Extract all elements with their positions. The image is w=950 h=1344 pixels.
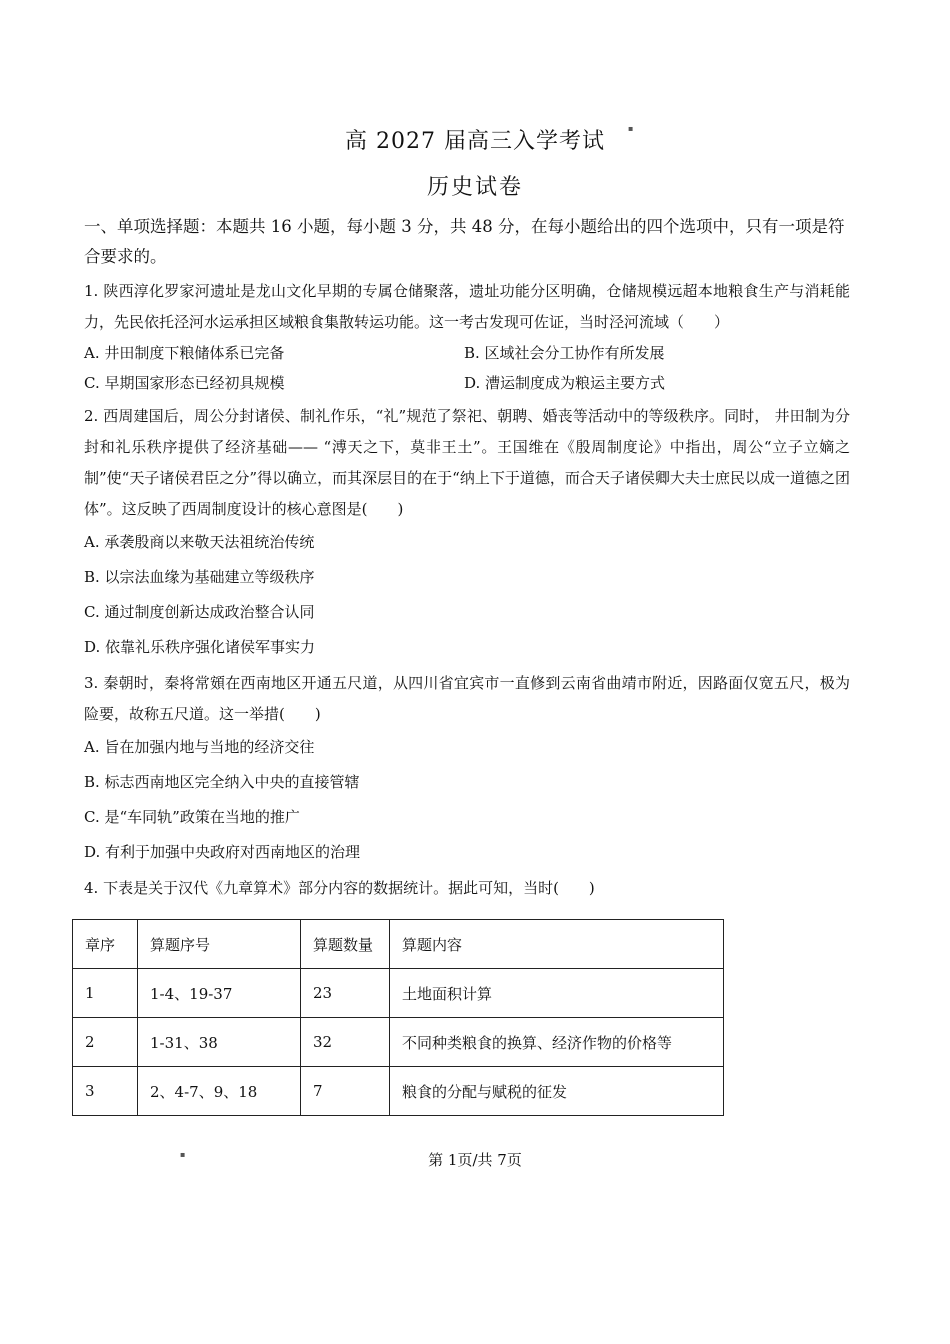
option-c: C. 是“车同轨”政策在当地的推广 xyxy=(84,808,300,826)
question-2 xyxy=(84,401,850,665)
table-cell: 2、4-7、9、18 xyxy=(138,1067,301,1116)
option-d: D. 漕运制度成为粮运主要方式 xyxy=(464,374,666,392)
table-cell: 土地面积计算 xyxy=(390,969,724,1018)
question-stem: 3. 秦朝时，秦将常頞在西南地区开通五尺道，从四川省宜宾市一直修到云南省曲靖市附近，因路面仅宽五尺，极为险要，故称五尺道。这一举措( ) xyxy=(84,674,850,723)
table-header-cell: 算题序号 xyxy=(138,920,301,969)
exam-title: 高 2027 届高三入学考试 xyxy=(345,129,605,154)
table-cell: 3 xyxy=(73,1067,138,1116)
table-cell: 1-31、38 xyxy=(138,1018,301,1067)
option-a: A. 井田制度下粮储体系已完备 xyxy=(84,344,285,362)
table-row xyxy=(73,969,724,1018)
option-c: C. 通过制度创新达成政治整合认同 xyxy=(84,603,315,621)
question-3 xyxy=(84,668,850,870)
option-b: B. 以宗法血缘为基础建立等级秩序 xyxy=(84,568,315,586)
question-stem: 1. 陕西淳化罗家河遗址是龙山文化早期的专属仓储聚落，遗址功能分区明确，仓储规模远超本地粮食生产与消耗能力，先民依托泾河水运承担区域粮食集散转运功能。这一考古发现可佐证，当时泾河流域（ ） xyxy=(84,282,850,331)
data-table xyxy=(72,919,724,1116)
option-a: A. 承袭殷商以来敬天法祖统治传统 xyxy=(84,533,315,551)
option-d: D. 依靠礼乐秩序强化诸侯军事实力 xyxy=(84,638,316,656)
section-instruction: 一、单项选择题：本题共 16 小题，每小题 3 分，共 48 分，在每小题给出的四个选项中，只有一项是符合要求的。 xyxy=(84,217,845,266)
option-c: C. 早期国家形态已经初具规模 xyxy=(84,374,285,392)
option-b: B. 标志西南地区完全纳入中央的直接管辖 xyxy=(84,773,360,791)
table-cell: 23 xyxy=(301,969,390,1018)
table-cell: 不同种类粮食的换算、经济作物的价格等 xyxy=(390,1018,724,1067)
table-header-cell: 算题数量 xyxy=(301,920,390,969)
table-row xyxy=(73,1018,724,1067)
question-1 xyxy=(84,276,850,398)
question-4 xyxy=(84,873,850,904)
table-cell: 2 xyxy=(73,1018,138,1067)
table-cell: 7 xyxy=(301,1067,390,1116)
table-cell: 1 xyxy=(73,969,138,1018)
table-row xyxy=(73,1067,724,1116)
option-a: A. 旨在加强内地与当地的经济交往 xyxy=(84,738,315,756)
table-header-row xyxy=(73,920,724,969)
option-d: D. 有利于加强中央政府对西南地区的治理 xyxy=(84,843,361,861)
question-stem: 4. 下表是关于汉代《九章算术》部分内容的数据统计。据此可知，当时( ) xyxy=(84,879,595,897)
table-header-cell: 章序 xyxy=(73,920,138,969)
question-stem: 2. 西周建国后，周公分封诸侯、制礼作乐，“礼”规范了祭祀、朝聘、婚丧等活动中的等级秩序。同时， 井田制为分封和礼乐秩序提供了经济基础—— “溥天之下，莫非王土”。王国维在《殷周制度论》中指出，周公“立子立嫡之制”使“天子诸侯君臣之分”得以确立，而其深层目的在于“纳上下于道德，而合天子诸侯卿大夫士庶民以成一道德之团体”。这反映了西周制度设计的核心意图是( ) xyxy=(84,407,850,518)
exam-subtitle: 历史试卷 xyxy=(426,175,523,200)
stray-mark: ▪ xyxy=(180,1150,186,1159)
option-b: B. 区域社会分工协作有所发展 xyxy=(464,344,665,362)
question-content xyxy=(84,212,850,907)
table-header-cell: 算题内容 xyxy=(390,920,724,969)
table-cell: 粮食的分配与赋税的征发 xyxy=(390,1067,724,1116)
page-number: 第 1页/共 7页 xyxy=(428,1151,522,1169)
table-cell: 32 xyxy=(301,1018,390,1067)
option-group xyxy=(84,338,850,398)
stray-mark: ▪ xyxy=(628,124,634,133)
table-cell: 1-4、19-37 xyxy=(138,969,301,1018)
